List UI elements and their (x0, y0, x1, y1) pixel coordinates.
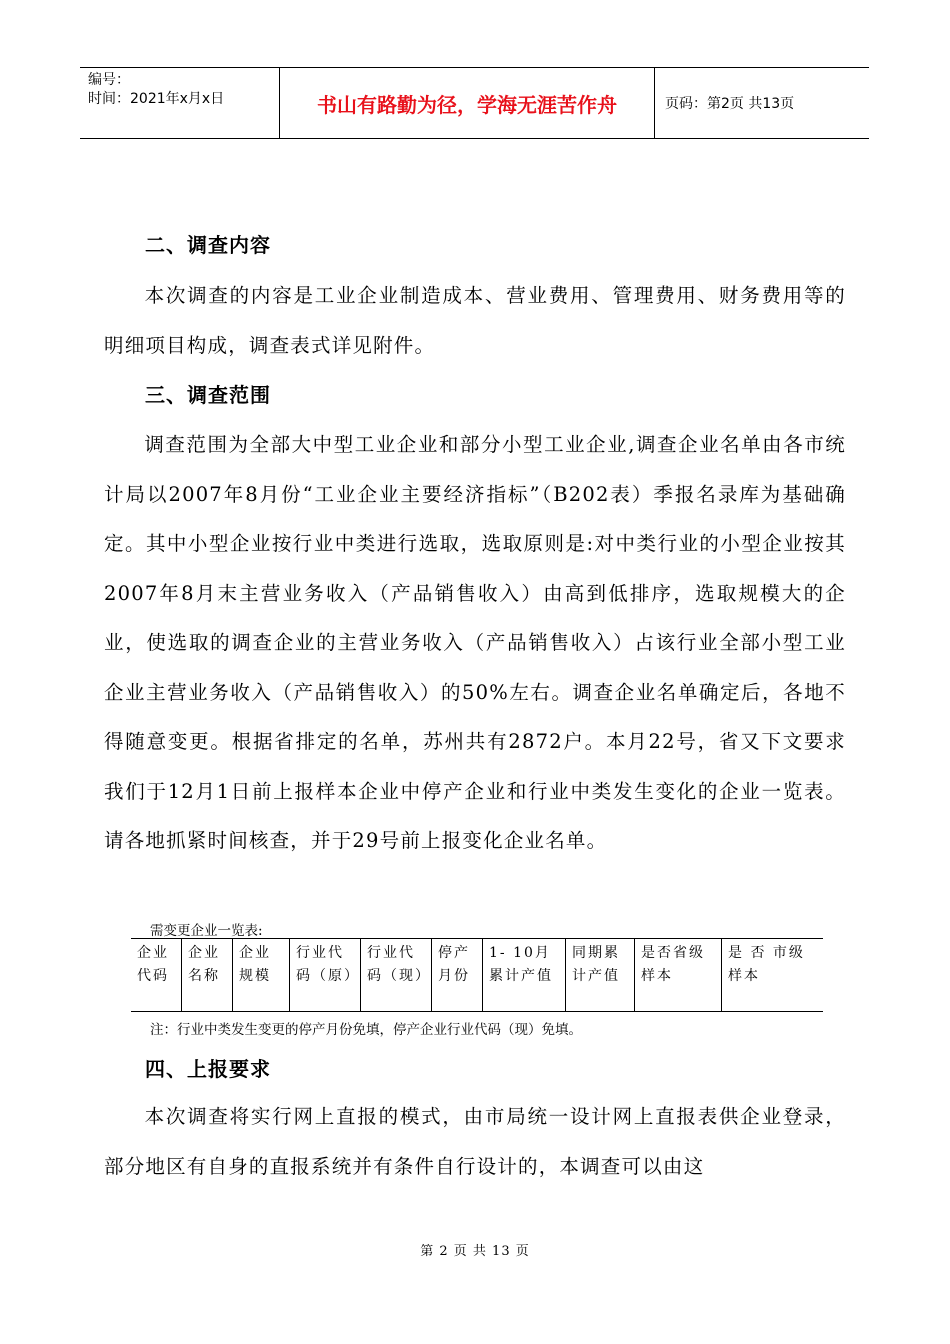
table-caption: 需变更企业一览表: (150, 923, 263, 939)
header-motto: 书山有路勤为径，学海无涯苦作舟 (280, 68, 655, 138)
section-3-paragraph (104, 420, 846, 866)
section-4-text: 本次调查将实行网上直报的模式，由市局统一设计网上直报表供企业登录，部分地区有自身的直报系统并有条件自行设计的，本调查可以由这 (104, 1105, 846, 1178)
table-note: 注：行业中类发生变更的停产月份免填，停产企业行业代码（现）免填。 (150, 1022, 582, 1038)
section-3-heading: 三、调查范围 (145, 383, 271, 407)
section-2-text: 本次调查的内容是工业企业制造成本、营业费用、管理费用、财务费用等的明细项目构成，调查表式详见附件。 (104, 284, 846, 357)
table-header-cell: 企业代码 (137, 945, 169, 984)
time-label: 时间：2021年x月x日 (88, 91, 225, 107)
table-header-cell: 同期累计产值 (566, 939, 635, 1012)
section-4-heading: 四、上报要求 (145, 1057, 271, 1081)
section-3-text: 调查范围为全部大中型工业企业和部分小型工业企业,调查企业名单由各市统计局以2007年8月份“工业企业主要经济指标”（B202表）季报名录库为基础确定。其中小型企业按行业中类进行选取，选取原则是:对中类行业的小型企业按其2007年8月末主营业务收入（产品销售收入）由高到低排序，选取规模大的企业，使选取的调查企业的主营业务收入（产品销售收入）占该行业全部小型工业企业主营业务收入（产品销售收入）的50%左右。调查企业名单确定后，各地不得随意变更。根据省排定的名单，苏州共有2872户。本月22号，省又下文要求我们于12月1日前上报样本企业中停产企业和行业中类发生变化的企业一览表。请各地抓紧时间核查，并于29号前上报变化企业名单。 (104, 433, 846, 852)
table-header-cell: 停产月份 (432, 939, 483, 1012)
section-4-paragraph (104, 1092, 846, 1191)
change-list-table (131, 938, 823, 1012)
page-footer: 第 2 页 共 13 页 (420, 1244, 530, 1259)
table-header-row (131, 939, 823, 1012)
header-page-info: 页码：第2页 共13页 (665, 96, 795, 112)
table-header-cell: 行业代码（原） (290, 939, 361, 1012)
table-header-cell: 企业名称 (182, 939, 233, 1012)
section-2-heading: 二、调查内容 (145, 233, 271, 257)
table-header-cell: 企业规模 (233, 939, 290, 1012)
serial-label: 编号： (88, 72, 130, 88)
section-2-paragraph (104, 271, 846, 370)
header-meta (80, 68, 280, 138)
table-header-cell: 是否省级样本 (635, 939, 722, 1012)
table-header-cell: 是 否 市级样本 (722, 939, 824, 1012)
table-header-cell: 1- 10月累计产值 (483, 939, 566, 1012)
document-header (80, 67, 869, 139)
table-header-cell: 行业代码（现） (361, 939, 432, 1012)
